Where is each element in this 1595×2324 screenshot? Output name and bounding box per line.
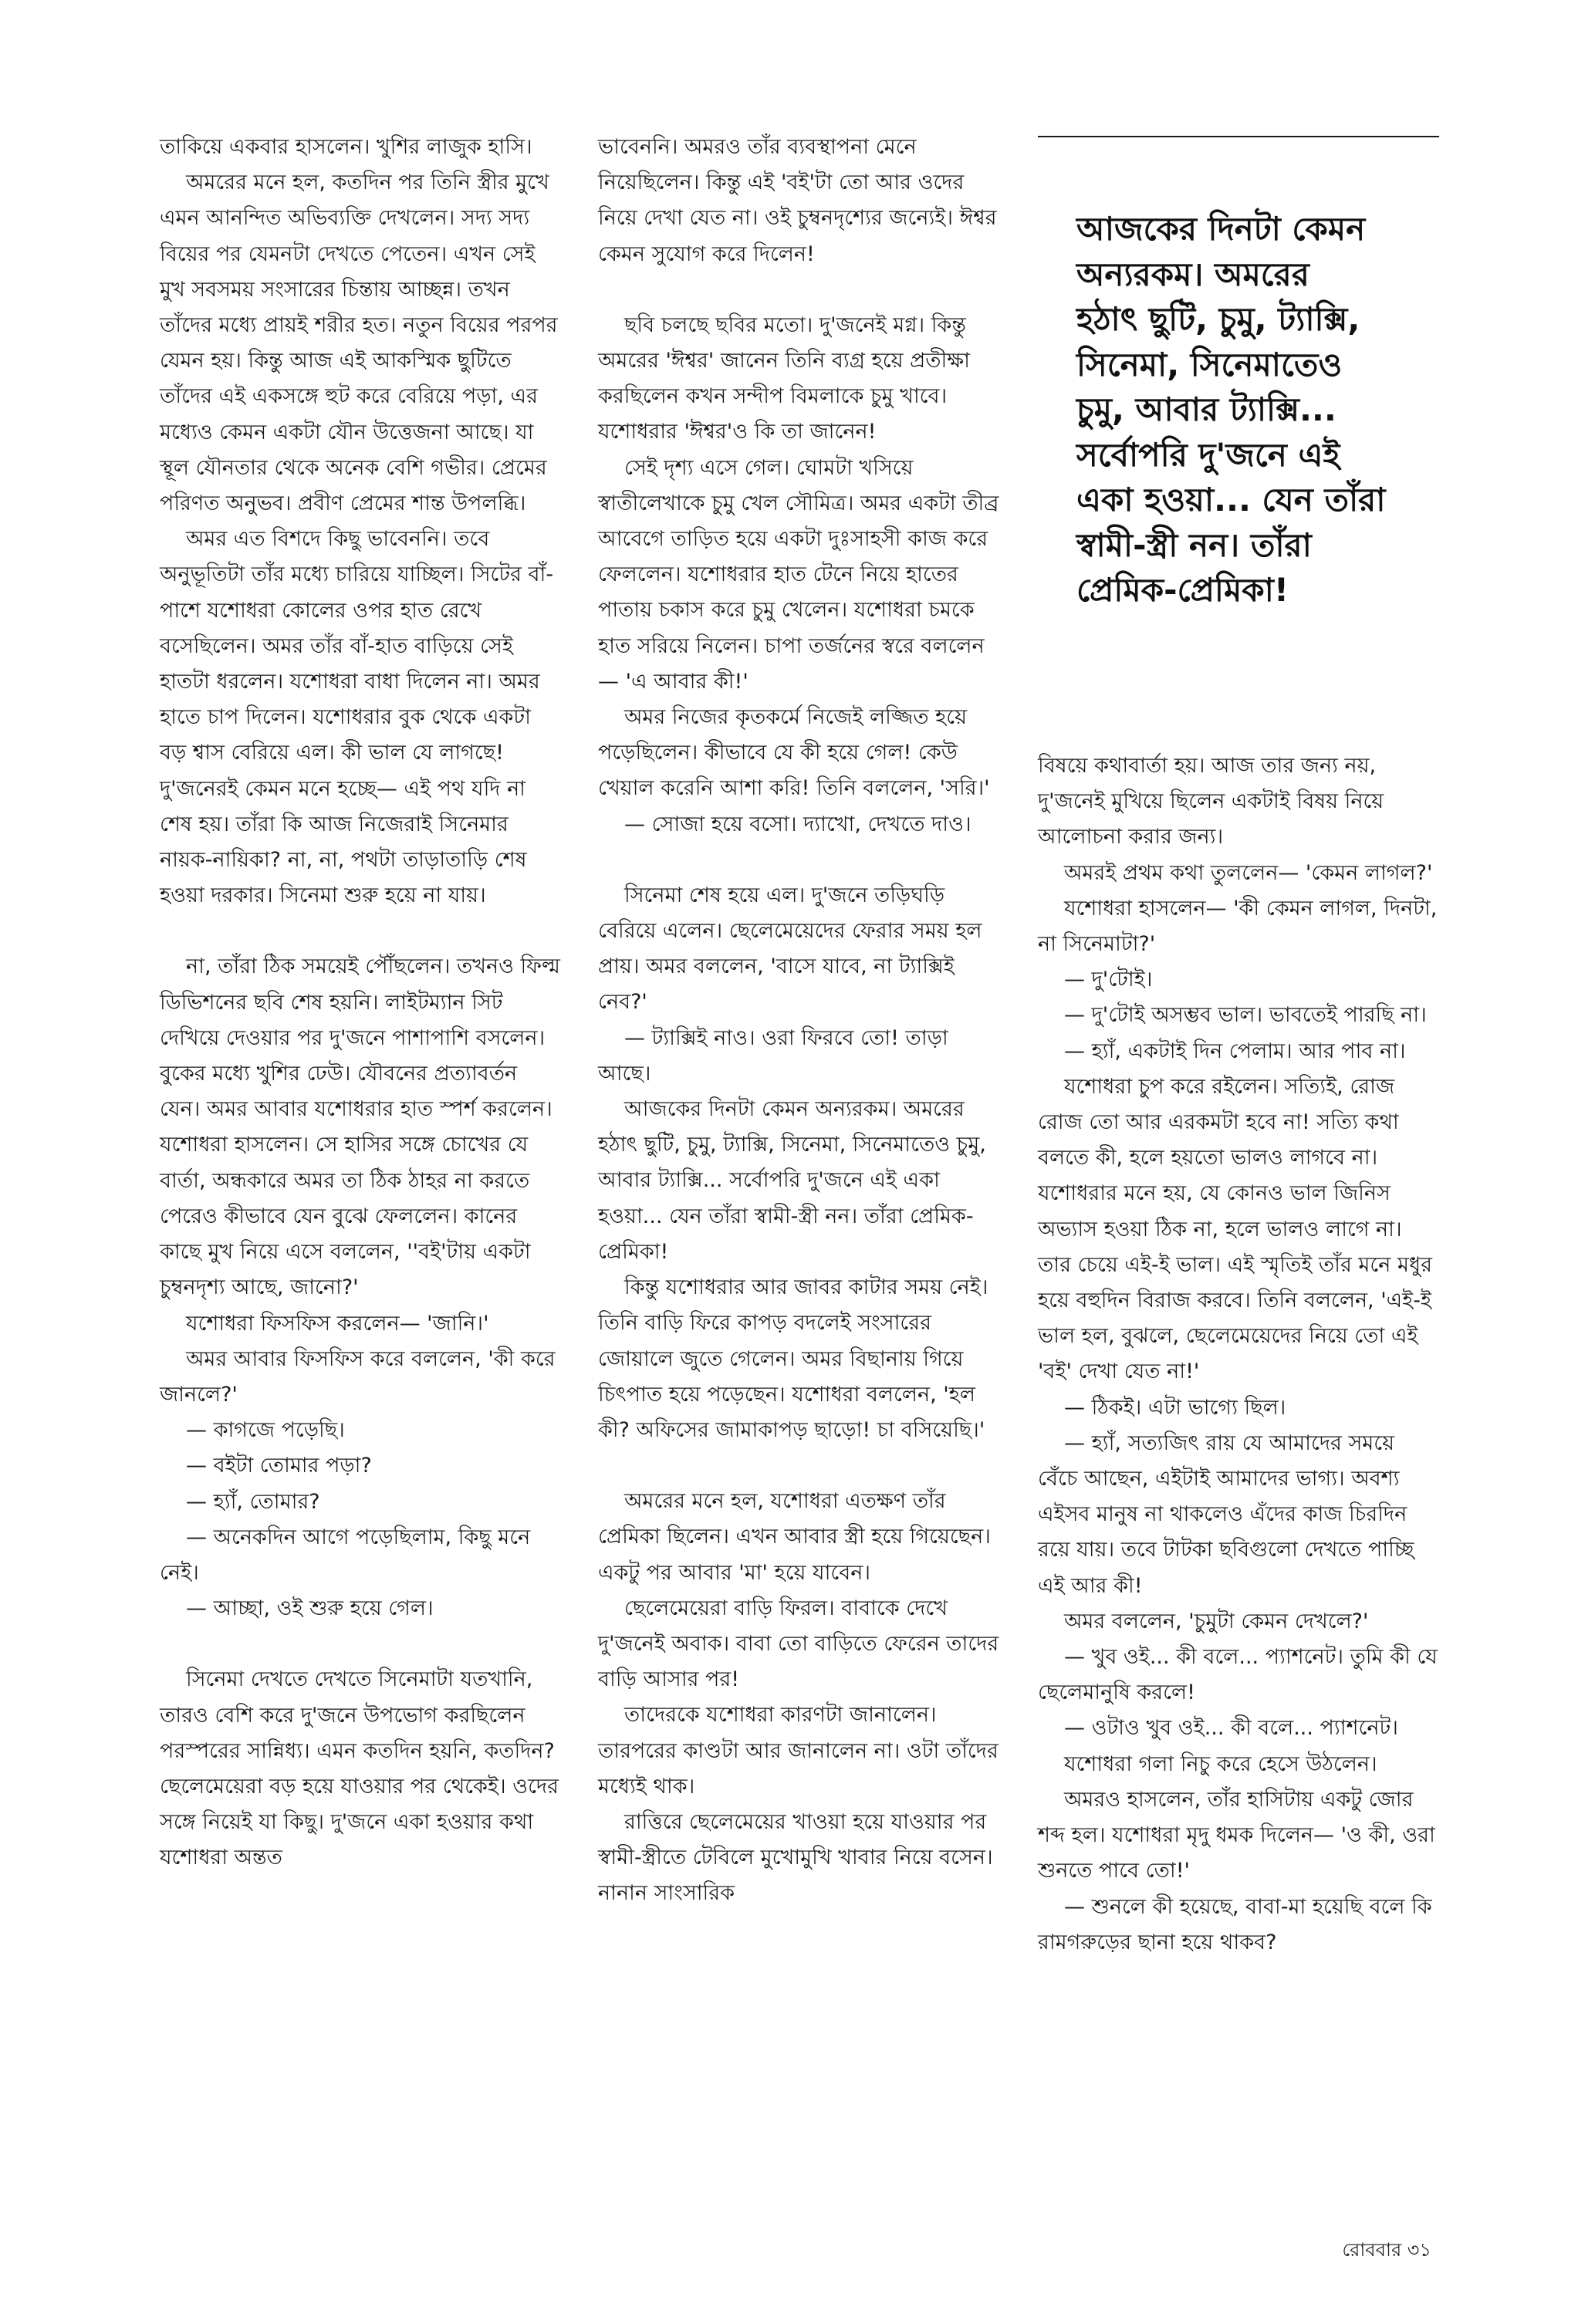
paragraph: যশোধরা চুপ করে রইলেন। সত্যিই, রোজ রোজ তো আর এরকমটা হবে না! সত্যি কথা বলতে কী, হলে হয়তো ভালও লাগবে না। যশোধরার মনে হয়, যে কোনও ভাল জিনিস অভ্যাস হওয়া ঠিক না, হলে ভালও লাগে না। তার চেয়ে এই-ই ভাল। এই স্মৃতিই তাঁর মনে মধুর হয়ে বহুদিন বিরাজ করবে। তিনি বললেন, 'এই-ই ভাল হল, বুঝলে, ছেলেমেয়েদের নিয়ে তো এই 'বই' দেখা যেত না!' (1038, 1074, 1432, 1384)
paragraph: যশোধরা ফিসফিস করলেন— 'জানি।' (186, 1311, 489, 1336)
paragraph: ছেলেমেয়েরা বাড়ি ফিরল। বাবাকে দেখে দু'জনেই অবাক। বাবা তো বাড়িতে ফেরেন তাদের বাড়ি আসার পর! (598, 1596, 999, 1692)
paragraph: কিন্তু যশোধরার আর জাবর কাটার সময় নেই। তিনি বাড়ি ফিরে কাপড় বদলেই সংসারের জোয়ালে জুতে গেলেন। অমর বিছানায় গিয়ে চিৎপাত হয়ে পড়েছেন। যশোধরা বললেন, 'হল কী? অফিসের জামাকাপড় ছাড়ো! চা বসিয়েছি।' (598, 1275, 988, 1442)
paragraph: অমরও হাসলেন, তাঁর হাসিটায় একটু জোর শব্দ হল। যশোধরা মৃদু ধমক দিলেন— 'ও কী, ওরা শুনতে পাবে তো!' (1038, 1787, 1435, 1883)
paragraph: অমর আবার ফিসফিস করে বললেন, 'কী করে জানলে?' (160, 1346, 556, 1407)
paragraph: — ওটাও খুব ওই... কী বলে... প্যাশনেট। (1064, 1716, 1398, 1741)
paragraph: — ঠিকই। এটা ভাগ্যে ছিল। (1064, 1395, 1286, 1420)
pullquote (1076, 207, 1431, 613)
paragraph: — শুনলে কী হয়েছে, বাবা-মা হয়েছি বলে কি রামগরুড়ের ছানা হয়ে থাকব? (1038, 1894, 1432, 1954)
section-break (598, 1448, 999, 1484)
pullquote-line: চুমু, আবার ট্যাক্সি... (1076, 390, 1336, 428)
section-break (160, 1626, 561, 1662)
paragraph: — বইটা তোমার পড়া? (186, 1454, 372, 1478)
section-break (598, 272, 999, 308)
pullquote-rule (1038, 136, 1439, 137)
pullquote-line: প্রেমিক-প্রেমিকা! (1076, 571, 1289, 609)
pullquote-line: সর্বোপরি দু'জনে এই (1076, 435, 1340, 474)
paragraph: তাকিয়ে একবার হাসলেন। খুশির লাজুক হাসি। (160, 135, 532, 159)
paragraph: — আচ্ছা, ওই শুরু হয়ে গেল। (186, 1596, 434, 1621)
section-break (598, 843, 999, 878)
pullquote-line: অন্যরকম। অমরের (1076, 255, 1309, 293)
paragraph: অমরের মনে হল, কতদিন পর তিনি স্ত্রীর মুখে এমন আনন্দিত অভিব্যক্তি দেখলেন। সদ্য সদ্য বিয়ের পর যেমনটা দেখতে পেতেন। এখন সেই মুখ সবসময় সংসারের চিন্তায় আচ্ছন্ন। তখন তাঁদের মধ্যে প্রায়ই শরীর হত। নতুন বিয়ের পরপর যেমন হয়। কিন্তু আজ এই আকস্মিক ছুটিতে তাঁদের এই একসঙ্গে হুট করে বেরিয়ে পড়া, এর মধ্যেও কেমন একটা যৌন উত্তেজনা আছে। যা স্থূল যৌনতার থেকে অনেক বেশি গভীর। প্রেমের পরিণত অনুভব। প্রবীণ প্রেমের শান্ত উপলব্ধি। (160, 171, 558, 516)
paragraph: যশোধরা হাসলেন— 'কী কেমন লাগল, দিনটা, না সিনেমাটা?' (1038, 896, 1438, 957)
article-column-2 (598, 130, 999, 1912)
paragraph: যশোধরা গলা নিচু করে হেসে উঠলেন। (1064, 1751, 1377, 1776)
paragraph: — খুব ওই... কী বলে... প্যাশনেট। তুমি কী যে ছেলেমানুষি করলে! (1038, 1645, 1438, 1705)
paragraph: ছবি চলছে ছবির মতো। দু'জনেই মগ্ন। কিন্তু অমরের 'ঈশ্বর' জানেন তিনি ব্যগ্র হয়ে প্রতীক্ষা করছিলেন কখন সন্দীপ বিমলাকে চুমু খাবে। যশোধরার 'ঈশ্বর'ও কি তা জানেন! (598, 312, 970, 444)
pullquote-line: হঠাৎ ছুটি, চুমু, ট্যাক্সি, (1076, 300, 1360, 338)
paragraph: না, তাঁরা ঠিক সময়েই পৌঁছলেন। তখনও ফিল্ম ডিভিশনের ছবি শেষ হয়নি। লাইটম্যান সিট দেখিয়ে দেওয়ার পর দু'জনে পাশাপাশি বসলেন। বুকের মধ্যে খুশির ঢেউ। যৌবনের প্রত্যাবর্তন যেন। অমর আবার যশোধরার হাত স্পর্শ করলেন। যশোধরা হাসলেন। সে হাসির সঙ্গে চোখের যে বার্তা, অন্ধকারে অমর তা ঠিক ঠাহর না করতে পেরেও কীভাবে যেন বুঝে ফেললেন। কানের কাছে মুখ নিয়ে এসে বললেন, ''বই'টায় একটা চুম্বনদৃশ্য আছে, জানো?' (160, 954, 560, 1300)
paragraph: অমর নিজের কৃতকর্মে নিজেই লজ্জিত হয়ে পড়েছিলেন। কীভাবে যে কী হয়ে গেল! কেউ খেয়াল করেনি আশা করি! তিনি বললেন, 'সরি।' (598, 705, 990, 801)
section-break (160, 914, 561, 949)
paragraph: বিষয়ে কথাবার্তা হয়। আজ তার জন্য নয়, দু'জনেই মুখিয়ে ছিলেন একটাই বিষয় নিয়ে আলোচনা করার জন্য। (1038, 754, 1384, 850)
paragraph: অমর এত বিশদে কিছু ভাবেননি। তবে অনুভূতিটা তাঁর মধ্যে চারিয়ে যাচ্ছিল। সিটের বাঁ-পাশে যশোধরা কোলের ওপর হাত রেখে বসেছিলেন। অমর তাঁর বাঁ-হাত বাড়িয়ে সেই হাতটা ধরলেন। যশোধরা বাধা দিলেন না। অমর হাতে চাপ দিলেন। যশোধরার বুক থেকে একটা বড় শ্বাস বেরিয়ে এল। কী ভাল যে লাগছে! দু'জনেরই কেমন মনে হচ্ছে— এই পথ যদি না শেষ হয়। তাঁরা কি আজ নিজেরাই সিনেমার নায়ক-নায়িকা? না, না, পথটা তাড়াতাড়ি শেষ হওয়া দরকার। সিনেমা শুরু হয়ে না যায়। (160, 527, 554, 908)
paragraph: — দু'টোই। (1064, 968, 1153, 992)
paragraph: — সোজা হয়ে বসো। দ্যাখো, দেখতে দাও। (624, 812, 972, 836)
page-folio: রোববার ৩১ (1342, 2239, 1431, 2261)
paragraph: — হ্যাঁ, সত্যজিৎ রায় যে আমাদের সময়ে বেঁচে আছেন, এইটাই আমাদের ভাগ্য। অবশ্য এইসব মানুষ না থাকলেও এঁদের কাজ চিরদিন রয়ে যায়। তবে টাটকা ছবিগুলো দেখতে পাচ্ছি এই আর কী! (1038, 1431, 1414, 1598)
pullquote-line: সিনেমা, সিনেমাতেও (1076, 345, 1343, 383)
paragraph: অমরের মনে হল, যশোধরা এতক্ষণ তাঁর প্রেমিকা ছিলেন। এখন আবার স্ত্রী হয়ে গিয়েছেন। একটু পর আবার 'মা' হয়ে যাবেন। (598, 1489, 991, 1585)
paragraph: — ট্যাক্সিই নাও। ওরা ফিরবে তো! তাড়া আছে। (598, 1025, 948, 1086)
paragraph: অমরই প্রথম কথা তুললেন— 'কেমন লাগল?' (1064, 860, 1433, 885)
article-column-1 (160, 130, 561, 1876)
paragraph: — দু'টোই অসম্ভব ভাল। ভাবতেই পারছি না। (1064, 1003, 1427, 1028)
paragraph: আজকের দিনটা কেমন অন্যরকম। অমরের হঠাৎ ছুটি, চুমু, ট্যাক্সি, সিনেমা, সিনেমাতেও চুমু, আবার ট্যাক্সি... সর্বোপরি দু'জনে এই একা হওয়া... যেন তাঁরা স্বামী-স্ত্রী নন। তাঁরা প্রেমিক-প্রেমিকা! (598, 1097, 986, 1264)
article-column-3 (1038, 748, 1439, 1961)
paragraph: সিনেমা শেষ হয়ে এল। দু'জনে তড়িঘড়ি বেরিয়ে এলেন। ছেলেমেয়েদের ফেরার সময় হল প্রায়। অমর বললেন, 'বাসে যাবে, না ট্যাক্সিই নেব?' (598, 883, 982, 1015)
paragraph: — কাগজে পড়েছি। (186, 1418, 345, 1443)
paragraph: — হ্যাঁ, তোমার? (186, 1489, 320, 1514)
pullquote-line: আজকের দিনটা কেমন (1076, 210, 1366, 248)
paragraph: অমর বললেন, 'চুমুটা কেমন দেখলে?' (1064, 1609, 1369, 1633)
paragraph: তাদেরকে যশোধরা কারণটা জানালেন। তারপরের কাণ্ডটা আর জানালেন না। ওটা তাঁদের মধ্যেই থাক। (598, 1703, 999, 1799)
pullquote-line: স্বামী-স্ত্রী নন। তাঁরা (1076, 525, 1312, 564)
pullquote-line: একা হওয়া... যেন তাঁরা (1076, 481, 1386, 519)
paragraph: সিনেমা দেখতে দেখতে সিনেমাটা যতখানি, তারও বেশি করে দু'জনে উপভোগ করছিলেন পরস্পরের সান্নিধ্য। এমন কতদিন হয়নি, কতদিন? ছেলেমেয়েরা বড় হয়ে যাওয়ার পর থেকেই। ওদের সঙ্গে নিয়েই যা কিছু। দু'জনে একা হওয়ার কথা যশোধরা অন্তত (160, 1667, 559, 1870)
paragraph: ভাবেননি। অমরও তাঁর ব্যবস্থাপনা মেনে নিয়েছিলেন। কিন্তু এই 'বই'টা তো আর ওদের নিয়ে দেখা যেত না। ওই চুম্বনদৃশ্যের জন্যেই। ঈশ্বর কেমন সুযোগ করে দিলেন! (598, 135, 997, 266)
paragraph: — অনেকদিন আগে পড়েছিলাম, কিছু মনে নেই। (160, 1525, 531, 1585)
paragraph: — হ্যাঁ, একটাই দিন পেলাম। আর পাব না। (1064, 1039, 1406, 1063)
paragraph: সেই দৃশ্য এসে গেল। ঘোমটা খসিয়ে স্বাতীলেখাকে চুমু খেল সৌমিত্র। অমর একটা তীব্র আবেগে তাড়িত হয়ে একটা দুঃসাহসী কাজ করে ফেললেন। যশোধরার হাত টেনে নিয়ে হাতের পাতায় চকাস করে চুমু খেলেন। যশোধরা চমকে হাত সরিয়ে নিলেন। চাপা তর্জনের স্বরে বললেন— 'এ আবার কী!' (598, 455, 999, 694)
paragraph: রাত্তিরে ছেলেমেয়ের খাওয়া হয়ে যাওয়ার পর স্বামী-স্ত্রীতে টেবিলে মুখোমুখি খাবার নিয়ে বসেন। নানান সাংসারিক (598, 1809, 993, 1906)
